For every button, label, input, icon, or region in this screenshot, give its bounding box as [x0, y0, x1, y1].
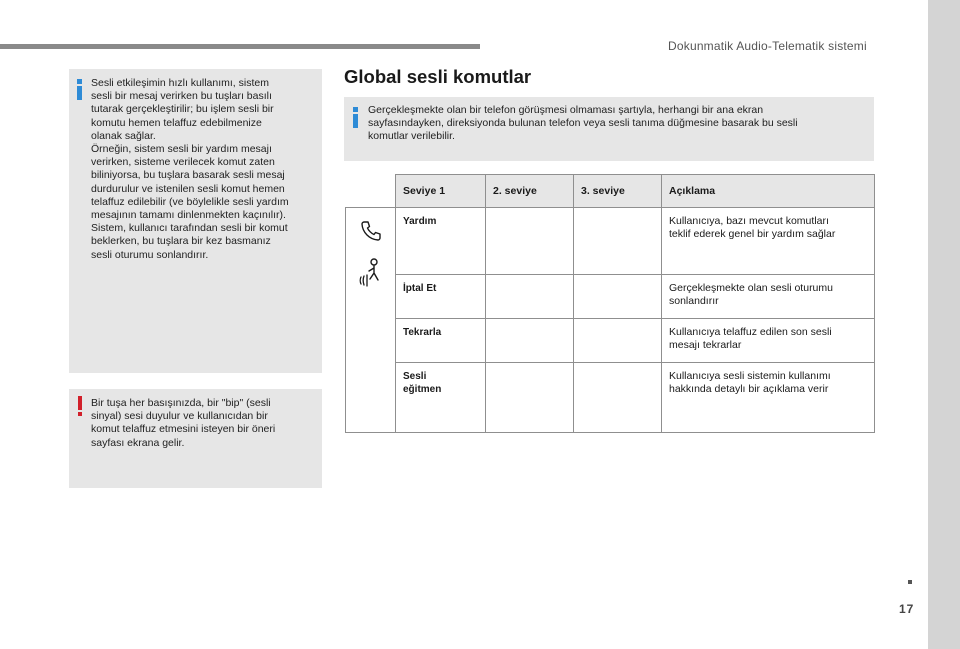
- table-header-level3: 3. seviye: [574, 175, 662, 208]
- table-row: [346, 319, 875, 363]
- left-warning-text: Bir tuşa her basışınızda, bir "bip" (sesli sinyal) sesi duyulur ve kullanıcıdan bir komut telaffuz etmesini isteyen bir öneri sayfası ekrana gelir.: [91, 397, 276, 449]
- cell-description: Kullanıcıya sesli sistemin kullanımı hakkında detaylı bir açıklama verir: [662, 363, 875, 433]
- command-icons-cell: [346, 208, 396, 433]
- left-info-text: Sesli etkileşimin hızlı kullanımı, sistem sesli bir mesaj verirken bu tuşları basılı tutarak gerçekleştirilir; bu işlem sesli bir komutu hemen telaffuz edebilmenize olanak sağlar. Örneğin, sistem sesli bir yardım mesajı verirken, sisteme verilecek komut zaten biliniyorsa, bu tuşlara basarak sesli mesaj durdurulur ve istenilen sesli komut hemen telaffuz edilebilir (ve böylelikle sesli yardım mesajının tamamı dinlenmekten kaçınılır). Sistem, kullanıcı tarafından sesli bir komut beklerken, bu tuşlara bir kez basmanız sesli oturumu sonlandırır.: [91, 77, 289, 261]
- table-header-level1: Seviye 1: [396, 175, 486, 208]
- page-marker: [908, 580, 912, 584]
- section-title: Global sesli komutlar: [344, 66, 532, 87]
- page-header-title: Dokunmatik Audio-Telematik sistemi: [668, 39, 867, 53]
- phone-icon: [359, 219, 383, 243]
- warning-icon: [78, 396, 84, 418]
- cell-level1: İptal Et: [396, 275, 486, 319]
- page-number: 17: [899, 602, 915, 616]
- section-info-box: [344, 97, 874, 161]
- side-strip: [928, 0, 960, 649]
- left-info-box: [69, 69, 322, 373]
- cell-description: Kullanıcıya, bazı mevcut komutları teklif ederek genel bir yardım sağlar: [662, 208, 875, 275]
- left-warning-box: [69, 389, 322, 488]
- cell-description: Gerçekleşmekte olan sesli oturumu sonlandırır: [662, 275, 875, 319]
- table-header-row: [346, 175, 875, 208]
- cell-level2: [486, 275, 574, 319]
- cell-level3: [574, 275, 662, 319]
- header-rule: [0, 44, 480, 49]
- info-icon: [77, 79, 83, 100]
- table-header-description: Açıklama: [662, 175, 875, 208]
- info-icon: [353, 107, 359, 128]
- cell-level2: [486, 319, 574, 363]
- voice-recognition-icon: [357, 257, 385, 287]
- table-header-blank: [346, 175, 396, 208]
- table-row: [346, 208, 875, 275]
- cell-level2: [486, 363, 574, 433]
- table-row: [346, 275, 875, 319]
- cell-level3: [574, 319, 662, 363]
- section-info-text: Gerçekleşmekte olan bir telefon görüşmesi olmaması şartıyla, herhangi bir ana ekran sayfasındayken, direksiyonda bulunan telefon veya sesli tanıma düğmesine basarak bu sesli komutlar verilebilir.: [368, 104, 798, 143]
- cell-level1: Sesli eğitmen: [396, 363, 486, 433]
- cell-level3: [574, 208, 662, 275]
- table-row: [346, 363, 875, 433]
- cell-description: Kullanıcıya telaffuz edilen son sesli mesajı tekrarlar: [662, 319, 875, 363]
- voice-commands-table: [345, 174, 875, 433]
- table-header-level2: 2. seviye: [486, 175, 574, 208]
- cell-level1: Yardım: [396, 208, 486, 275]
- cell-level3: [574, 363, 662, 433]
- cell-level1: Tekrarla: [396, 319, 486, 363]
- cell-level2: [486, 208, 574, 275]
